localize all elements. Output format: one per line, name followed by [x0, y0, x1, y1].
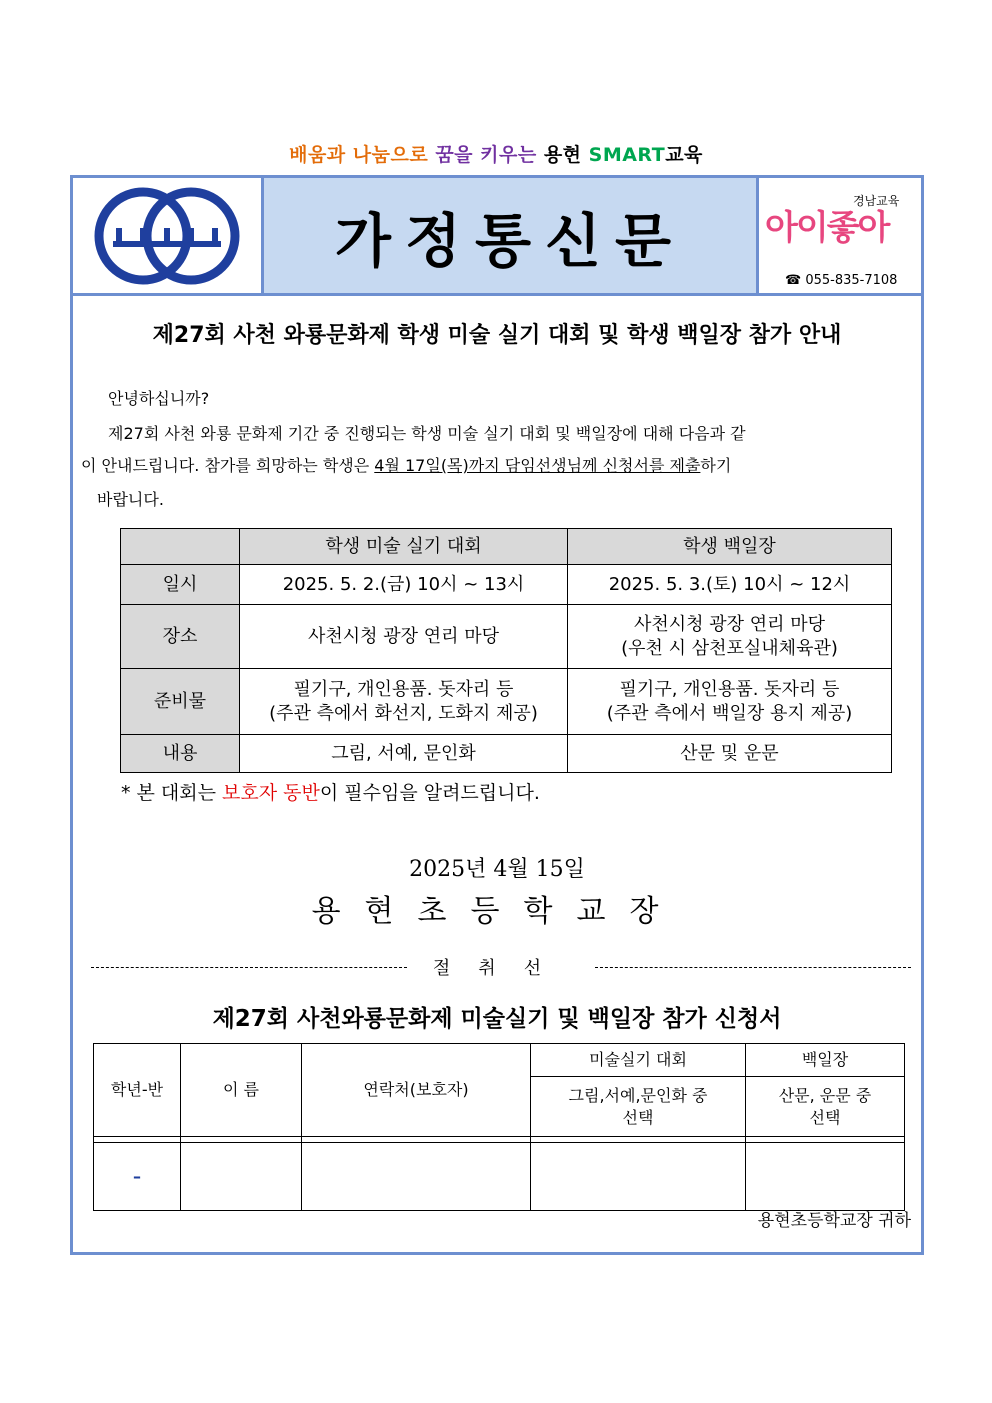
header-cell-art: 학생 미술 실기 대회	[240, 529, 568, 565]
cell-text: (주관 측에서 백일장 용지 제공)	[606, 702, 853, 724]
table-header-row	[121, 529, 892, 565]
art-cell	[240, 735, 568, 773]
phone-number: ☎ 055-835-7108	[785, 273, 898, 288]
school-motto	[0, 140, 992, 167]
note-highlight: 보호자 동반	[222, 782, 320, 804]
title-cell	[264, 178, 759, 293]
dashed-line	[91, 967, 407, 968]
col-grade: 학년-반	[94, 1044, 181, 1137]
addressee: 용현초등학교장 귀하	[757, 1211, 911, 1231]
cell-text: 그림,서예,문인화 중	[568, 1085, 708, 1105]
table-row	[121, 565, 892, 605]
school-emblem-icon	[73, 178, 261, 293]
col-writing: 백일장	[746, 1044, 905, 1077]
notice-headline: 제27회 사천 와룡문화제 학생 미술 실기 대회 및 학생 백일장 참가 안내	[152, 323, 842, 348]
row-label: 장소	[121, 605, 240, 669]
motto-part: 교육	[665, 144, 703, 166]
greeting: 안녕하십니까?	[108, 389, 210, 408]
cell-text: 산문 및 운문	[680, 742, 779, 764]
header	[73, 178, 921, 296]
cell-text: 그림, 서예, 문인화	[331, 742, 476, 764]
table-row	[121, 669, 892, 735]
name-input[interactable]	[181, 1143, 302, 1211]
page-title: 가정통신문	[334, 206, 686, 275]
intro-line-2-end: 하기	[700, 456, 732, 475]
cell-text: 사천시청 광장 연리 마당	[307, 625, 500, 647]
writing-cell	[568, 565, 892, 605]
contact-input[interactable]	[302, 1143, 531, 1211]
brand-small-text: 경남교육	[853, 194, 900, 208]
school-logo	[73, 178, 264, 293]
issue-date: 2025년 4월 15일	[409, 857, 585, 882]
art-cell	[240, 669, 568, 735]
art-choice-input[interactable]	[531, 1143, 746, 1211]
header-cell-writing: 학생 백일장	[568, 529, 892, 565]
cell-text: (주관 측에서 화선지, 도화지 제공)	[269, 702, 538, 724]
intro-line-2	[81, 450, 731, 482]
motto-part: SMART	[588, 144, 666, 166]
motto-part: 용현	[543, 144, 589, 166]
writing-cell	[568, 735, 892, 773]
application-form-table	[93, 1043, 905, 1211]
writing-cell	[568, 669, 892, 735]
form-title: 제27회 사천와룡문화제 미술실기 및 백일장 참가 신청서	[212, 1006, 782, 1032]
cut-line	[91, 954, 911, 980]
art-cell	[240, 565, 568, 605]
motto-part: 꿈을 키우는	[435, 144, 544, 166]
motto-part: 배움과 나눔으로	[289, 144, 436, 166]
intro-line-1: 제27회 사천 와룡 문화제 기간 중 진행되는 학생 미술 실기 대회 및 백일장에 대해 다음과 같	[108, 424, 746, 443]
guardian-note	[121, 778, 540, 805]
note-prefix: * 본 대회는	[121, 782, 223, 804]
cell-text: 2025. 5. 3.(토) 10시 ~ 12시	[608, 573, 851, 595]
grade-separator: –	[133, 1166, 141, 1186]
art-cell	[240, 605, 568, 669]
header-cell-empty	[121, 529, 240, 565]
cell-text: 필기구, 개인용품. 돗자리 등	[619, 678, 840, 700]
cell-text: 사천시청 광장 연리 마당	[633, 613, 826, 635]
writing-cell	[568, 605, 892, 669]
col-art-sub	[531, 1077, 746, 1137]
cell-text: 필기구, 개인용품. 돗자리 등	[293, 678, 514, 700]
table-row	[121, 735, 892, 773]
col-art: 미술실기 대회	[531, 1044, 746, 1077]
col-writing-sub	[746, 1077, 905, 1137]
col-name: 이 름	[181, 1044, 302, 1137]
cut-label: 절취선	[432, 958, 570, 979]
schedule-table	[120, 528, 892, 773]
row-label: 준비물	[121, 669, 240, 735]
principal-signature: 용현초등학교장	[311, 894, 683, 929]
deadline-underlined: 4월 17일(목)까지 담임선생님께 신청서를 제출	[374, 456, 701, 475]
intro-line-2-text: 이 안내드립니다. 참가를 희망하는 학생은	[81, 456, 375, 475]
col-contact: 연락처(보호자)	[302, 1044, 531, 1137]
note-suffix: 이 필수임을 알려드립니다.	[319, 782, 540, 804]
cell-text: 2025. 5. 2.(금) 10시 ~ 13시	[282, 573, 525, 595]
intro-line-3: 바랍니다.	[97, 490, 164, 509]
cell-text: (우천 시 삼천포실내체육관)	[621, 637, 838, 659]
cell-text: 선택	[622, 1107, 654, 1127]
cell-text: 산문, 운문 중	[778, 1085, 872, 1105]
writing-choice-input[interactable]	[746, 1143, 905, 1211]
brand-cell	[759, 178, 921, 293]
grade-input[interactable]	[94, 1143, 181, 1211]
brand-logo-text: 아이좋아	[765, 208, 889, 248]
cell-text: 선택	[809, 1107, 841, 1127]
form-input-row	[94, 1143, 905, 1211]
form-header-row	[94, 1044, 905, 1077]
table-row	[121, 605, 892, 669]
dashed-line	[595, 967, 911, 968]
row-label: 일시	[121, 565, 240, 605]
newsletter-frame	[70, 175, 924, 1255]
row-label: 내용	[121, 735, 240, 773]
